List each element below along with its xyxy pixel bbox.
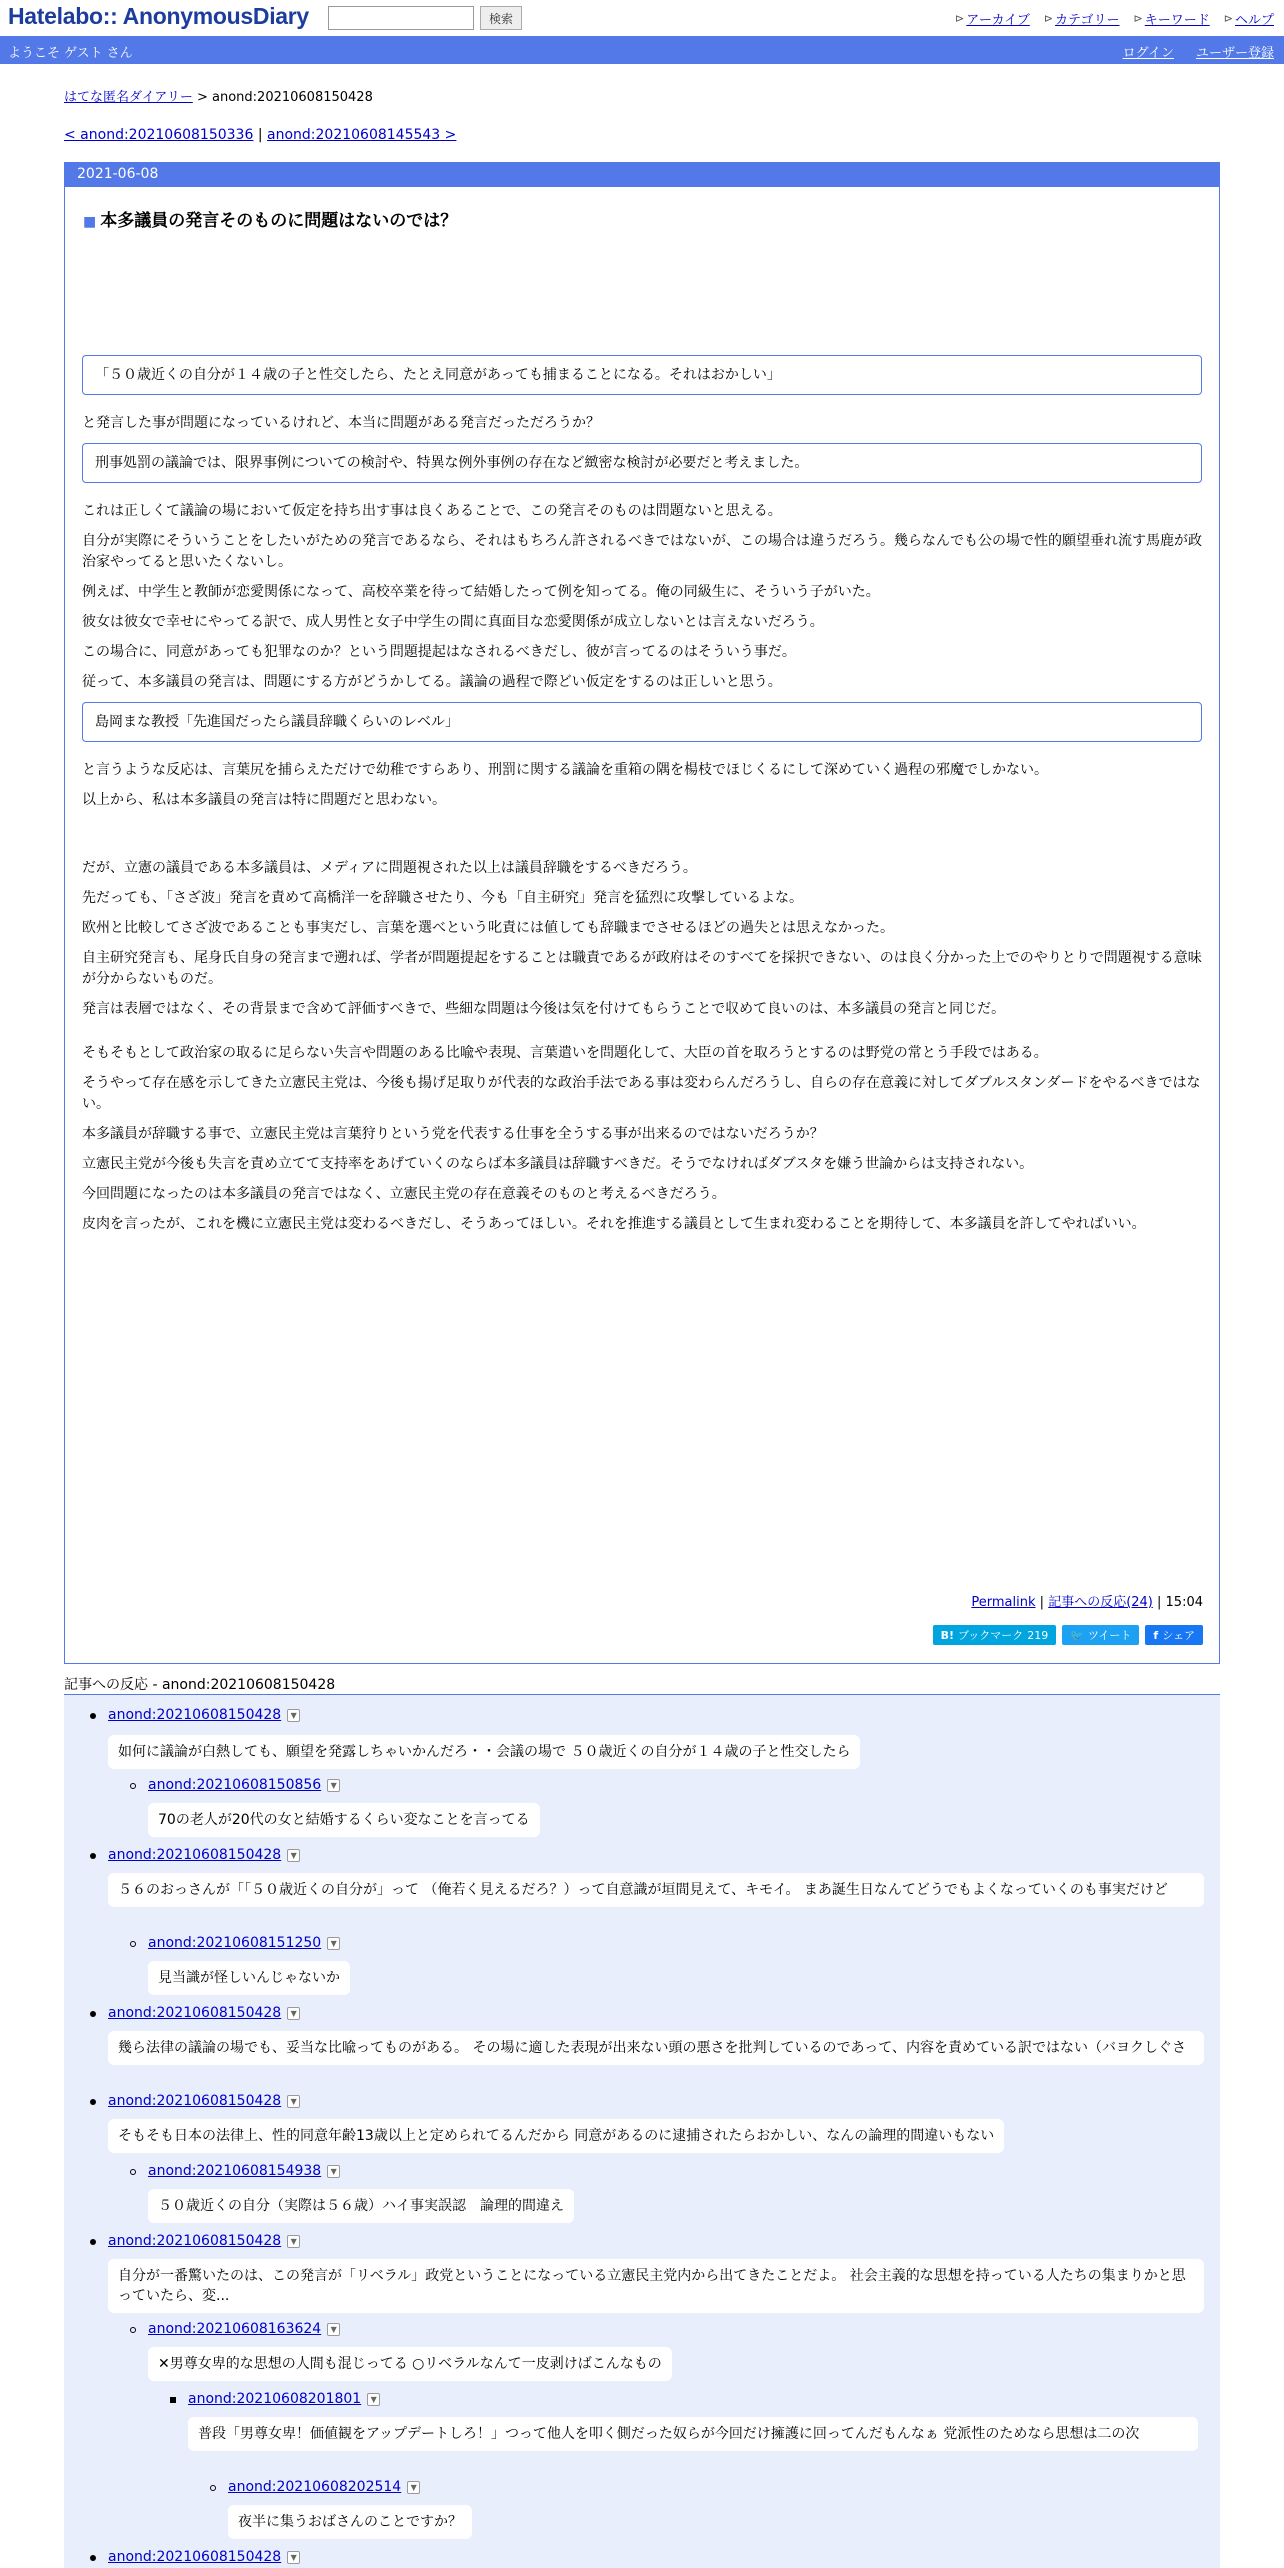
paragraph: そうやって存在感を示してきた立憲民主党は、今後も揚げ足取りが代表的な政治手法である事は変わらんだろうし、自らの存在意義に対してダブルスタンダードをやるべきではない。	[82, 1075, 1201, 1112]
reaction-link[interactable]: anond:20210608163624	[148, 2321, 322, 2337]
article-title	[83, 206, 457, 231]
nav-help-link[interactable]: ヘルプ	[1234, 13, 1274, 28]
reaction-link[interactable]: anond:20210608150428	[108, 1847, 282, 1863]
dropdown-toggle-icon[interactable]: ▼	[287, 2551, 300, 2564]
paragraph: と発言した事が問題になっているけれど、本当に問題がある発言だっただろうか？	[82, 415, 600, 431]
reaction-item	[108, 2005, 300, 2021]
paragraph: 欧州と比較してさざ波であることも事実だし、言葉を選べという叱責には値しても辞職までさせるほどの過失とは思えなかった。	[82, 920, 894, 936]
reaction-link[interactable]: anond:20210608150428	[108, 2233, 282, 2249]
share-buttons	[933, 1625, 1203, 1645]
reaction-excerpt: ５６のおっさんが「「５０歳近くの自分が」って （俺若く見えるだろ？）って自意識が垣間見えて、キモイ。 まあ誕生日なんてどうでもよくなっていくのも事実だけど	[108, 1873, 1204, 1907]
reaction-item	[188, 2391, 380, 2407]
reaction-item	[148, 2321, 340, 2337]
site-logo[interactable]: Hatelabo:: AnonymousDiary	[8, 3, 309, 29]
date-header: 2021-06-08	[65, 163, 1219, 187]
reaction-link[interactable]: anond:20210608154938	[148, 2163, 322, 2179]
reaction-excerpt: 見当識が怪しいんじゃないか	[148, 1961, 350, 1995]
reaction-excerpt: 幾ら法律の議論の場でも、妥当な比喩ってものがある。 その場に適した表現が出来ない頭の悪さを批判しているのであって、内容を責めている訳ではない（バヨクしぐさ	[108, 2031, 1204, 2065]
list-bullet	[90, 1853, 96, 1859]
breadcrumb-separator: >	[192, 90, 213, 105]
dropdown-toggle-icon[interactable]: ▼	[407, 2481, 420, 2494]
list-bullet	[90, 1713, 96, 1719]
reaction-item	[148, 1935, 340, 1951]
reaction-link[interactable]: anond:20210608150856	[148, 1777, 322, 1793]
reaction-link[interactable]: anond:20210608150428	[108, 1707, 282, 1723]
reaction-item	[228, 2479, 420, 2495]
breadcrumb-home-link[interactable]: はてな匿名ダイアリー	[64, 90, 193, 105]
reaction-excerpt: ✕男尊女卑的な思想の人間も混じってる ○リベラルなんて一皮剥けばこんなもの	[148, 2347, 672, 2381]
reaction-excerpt: 如何に議論が白熱しても、願望を発露しちゃいかんだろ・・会議の場で ５０歳近くの自分が１４歳の子と性交したら	[108, 1735, 860, 1769]
reaction-item	[148, 2163, 340, 2179]
reaction-excerpt: ５０歳近くの自分（実際は５６歳）ハイ事実誤認 論理的間違え	[148, 2189, 574, 2223]
reaction-link[interactable]: anond:20210608202514	[228, 2479, 402, 2495]
welcome-bar	[0, 36, 1284, 64]
reaction-excerpt: 自分が一番驚いたのは、この発言が「リベラル」政党ということになっている立憲民主党内から出てきたことだよ。 社会主義的な思想を持っている人たちの集まりかと思っていたら、変...	[108, 2259, 1204, 2313]
list-bullet	[130, 2327, 136, 2333]
blockquote: 刑事処罰の議論では、限界事例についての検討や、特異な例外事例の存在など緻密な検討が必要だと考えました。	[82, 443, 1202, 483]
paragraph: 皮肉を言ったが、これを機に立憲民主党は変わるべきだし、そうあってほしい。それを推進する議員として生まれ変わることを期待して、本多議員を許してやればいい。	[82, 1216, 1146, 1232]
chevron-right-icon: ⊳	[955, 12, 965, 25]
facebook-share-button[interactable]	[1145, 1625, 1203, 1645]
reactions-list	[64, 1695, 1220, 2568]
dropdown-toggle-icon[interactable]: ▼	[327, 2323, 340, 2336]
nav-keyword-link[interactable]: キーワード	[1144, 13, 1210, 28]
reaction-excerpt: 普段「男尊女卑！価値観をアップデートしろ！」つって他人を叩く側だった奴らが今回だけ擁護に回ってんだもんなぁ 党派性のためなら思想は二の次	[188, 2417, 1198, 2451]
paragraph: 自主研究発言も、尾身氏自身の発言まで遡れば、学者が問題提起をすることは職責であるが政府はそのすべてを採択できない、のは良く分かった上でのやりとりで問題視する意味が分からないものだ。	[82, 950, 1202, 987]
twitter-icon: 🐦	[1070, 1628, 1084, 1642]
hatena-bookmark-count: 219	[1027, 1628, 1049, 1642]
paragraph: 立憲民主党が今後も失言を責め立てて支持率をあげていくのならば本多議員は辞職すべきだ。そうでなければダブスタを嫌う世論からは支持されない。	[82, 1156, 1034, 1172]
dropdown-toggle-icon[interactable]: ▼	[327, 1779, 340, 1792]
reaction-item	[148, 1777, 340, 1793]
login-link[interactable]: ログイン	[1122, 46, 1174, 61]
search-button[interactable]: 検索	[480, 6, 522, 30]
reaction-link[interactable]: anond:20210608150428	[108, 2549, 282, 2565]
dropdown-toggle-icon[interactable]: ▼	[367, 2393, 380, 2406]
breadcrumb-current: anond:20210608150428	[212, 90, 373, 105]
square-icon: ■	[83, 214, 97, 230]
register-link[interactable]: ユーザー登録	[1195, 46, 1274, 61]
paragraph: これは正しくて議論の場において仮定を持ち出す事は良くあることで、この発言そのものは問題ないと思える。	[82, 503, 782, 519]
dropdown-toggle-icon[interactable]: ▼	[287, 1849, 300, 1862]
paragraph: 彼女は彼女で幸せにやってる訳で、成人男性と女子中学生の間に真面目な恋愛関係が成立しないとは言えないだろう。	[82, 614, 824, 630]
dropdown-toggle-icon[interactable]: ▼	[287, 1709, 300, 1722]
chevron-right-icon: ⊳	[1043, 12, 1054, 25]
reaction-link[interactable]: anond:20210608150428	[108, 2005, 282, 2021]
list-bullet	[90, 2099, 96, 2105]
dropdown-toggle-icon[interactable]: ▼	[287, 2007, 300, 2020]
facebook-share-label: シェア	[1162, 1629, 1195, 1642]
list-bullet	[130, 1941, 136, 1947]
reactions-link[interactable]: 記事への反応(24)	[1048, 1595, 1153, 1610]
chevron-right-icon: ⊳	[1133, 12, 1143, 25]
list-bullet	[170, 2397, 176, 2403]
prev-entry-link[interactable]: < anond:20210608150336	[64, 127, 254, 143]
reaction-link[interactable]: anond:20210608201801	[188, 2391, 362, 2407]
article	[64, 162, 1220, 1664]
list-bullet	[90, 2555, 96, 2561]
blockquote: 島岡まな教授「先進国だったら議員辞職くらいのレベル」	[82, 702, 1202, 742]
hatena-bookmark-label: ブックマーク	[958, 1629, 1024, 1642]
reaction-link[interactable]: anond:20210608151250	[148, 1935, 322, 1951]
reaction-item	[108, 2549, 300, 2565]
nav-archive-link[interactable]: アーカイブ	[966, 13, 1030, 28]
article-title-text[interactable]: 本多議員の発言そのものに問題はないのでは？	[100, 211, 458, 231]
paragraph: 先だっても、「さざ波」発言を責めて高橋洋一を辞職させたり、今も「自主研究」発言を猛烈に攻撃しているよな。	[82, 890, 803, 906]
reaction-item	[108, 1707, 300, 1723]
top-bar	[0, 0, 1284, 36]
permalink-link[interactable]: Permalink	[971, 1595, 1036, 1610]
dropdown-toggle-icon[interactable]: ▼	[327, 2165, 340, 2178]
paragraph: だが、立憲の議員である本多議員は、メディアに問題視された以上は議員辞職をするべきだろう。	[82, 860, 697, 876]
paragraph: この場合に、同意があっても犯罪なのか？という問題提起はなされるべきだし、彼が言ってるのはそういう事だ。	[82, 644, 796, 660]
dropdown-toggle-icon[interactable]: ▼	[287, 2095, 300, 2108]
reaction-item	[108, 1847, 300, 1863]
reaction-excerpt: 夜半に集うおばさんのことですか？	[228, 2505, 472, 2539]
reaction-link[interactable]: anond:20210608150428	[108, 2093, 282, 2109]
welcome-text: ようこそ ゲスト さん	[8, 46, 133, 61]
paragraph: 従って、本多議員の発言は、問題にする方がどうかしてる。議論の過程で際どい仮定をするのは正しいと思う。	[82, 674, 782, 690]
hatena-bookmark-button[interactable]	[933, 1625, 1057, 1645]
paragraph: 本多議員が辞職する事で、立憲民主党は言葉狩りという党を代表する仕事を全うする事が出来るのではないだろうか？	[82, 1126, 824, 1142]
dropdown-toggle-icon[interactable]: ▼	[287, 2235, 300, 2248]
paragraph: そもそもとして政治家の取るに足らない失言や問題のある比喩や表現、言葉遣いを問題化して、大臣の首を取ろうとするのは野党の常とう手段ではある。	[82, 1045, 1048, 1061]
tweet-label: ツイート	[1087, 1629, 1132, 1642]
chevron-right-icon: ⊳	[1223, 12, 1233, 25]
list-bullet	[90, 2011, 96, 2017]
paragraph: 自分が実際にそういうことをしたいがための発言であるなら、それはもちろん許されるべきではないが、この場合は違うだろう。幾らなんでも公の場で性的願望垂れ流す馬鹿が政治家やってると思いたくないし。	[82, 533, 1202, 570]
paragraph: と言うような反応は、言葉尻を捕らえただけで幼稚ですらあり、刑罰に関する議論を重箱の隅を楊枝でほじくるにして深めていく過程の邪魔でしかない。	[82, 762, 1048, 778]
reaction-excerpt: 70の老人が20代の女と結婚するくらい変なことを言ってる	[148, 1803, 540, 1837]
list-bullet	[90, 2239, 96, 2245]
list-bullet	[130, 2169, 136, 2175]
dropdown-toggle-icon[interactable]: ▼	[327, 1937, 340, 1950]
paragraph: 以上から、私は本多議員の発言は特に問題だと思わない。	[82, 792, 446, 808]
reaction-excerpt: そもそも日本の法律上、性的同意年齢13歳以上と定められてるんだから 同意があるのに逮捕されたらおかしい、なんの論理的間違いもない	[108, 2119, 1004, 2153]
blockquote: 「５０歳近くの自分が１４歳の子と性交したら、たとえ同意があっても捕まることになる。それはおかしい」	[82, 355, 1202, 395]
paragraph: 発言は表層ではなく、その背景まで含めて評価すべきで、些細な問題は今後は気を付けてもらうことで収めて良いのは、本多議員の発言と同じだ。	[82, 1001, 1006, 1017]
facebook-icon: f	[1153, 1628, 1159, 1642]
next-entry-link[interactable]: anond:20210608145543 >	[267, 127, 457, 143]
pager	[64, 127, 456, 143]
tweet-button[interactable]	[1062, 1625, 1139, 1645]
list-bullet	[130, 1783, 136, 1789]
entry-meta	[971, 1591, 1203, 1610]
meta-separator: |	[1152, 1595, 1166, 1610]
paragraph: 今回問題になったのは本多議員の発言ではなく、立憲民主党の存在意義そのものと考えるべきだろう。	[82, 1186, 726, 1202]
hatena-bookmark-icon: B!	[940, 1628, 955, 1642]
top-nav	[955, 9, 1274, 28]
paragraph: 例えば、中学生と教師が恋愛関係になって、高校卒業を待って結婚したって例を知ってる。俺の同級生に、そういう子がいた。	[82, 584, 880, 600]
entry-time: 15:04	[1165, 1595, 1203, 1610]
list-bullet	[210, 2485, 216, 2491]
breadcrumb	[64, 86, 373, 105]
nav-category-link[interactable]: カテゴリー	[1055, 13, 1120, 28]
reactions-title: 記事への反応 - anond:20210608150428	[64, 1677, 336, 1693]
reaction-item	[108, 2093, 300, 2109]
pager-separator: |	[253, 127, 268, 143]
reaction-item	[108, 2233, 300, 2249]
search-input[interactable]	[328, 6, 474, 30]
meta-separator: |	[1035, 1595, 1049, 1610]
